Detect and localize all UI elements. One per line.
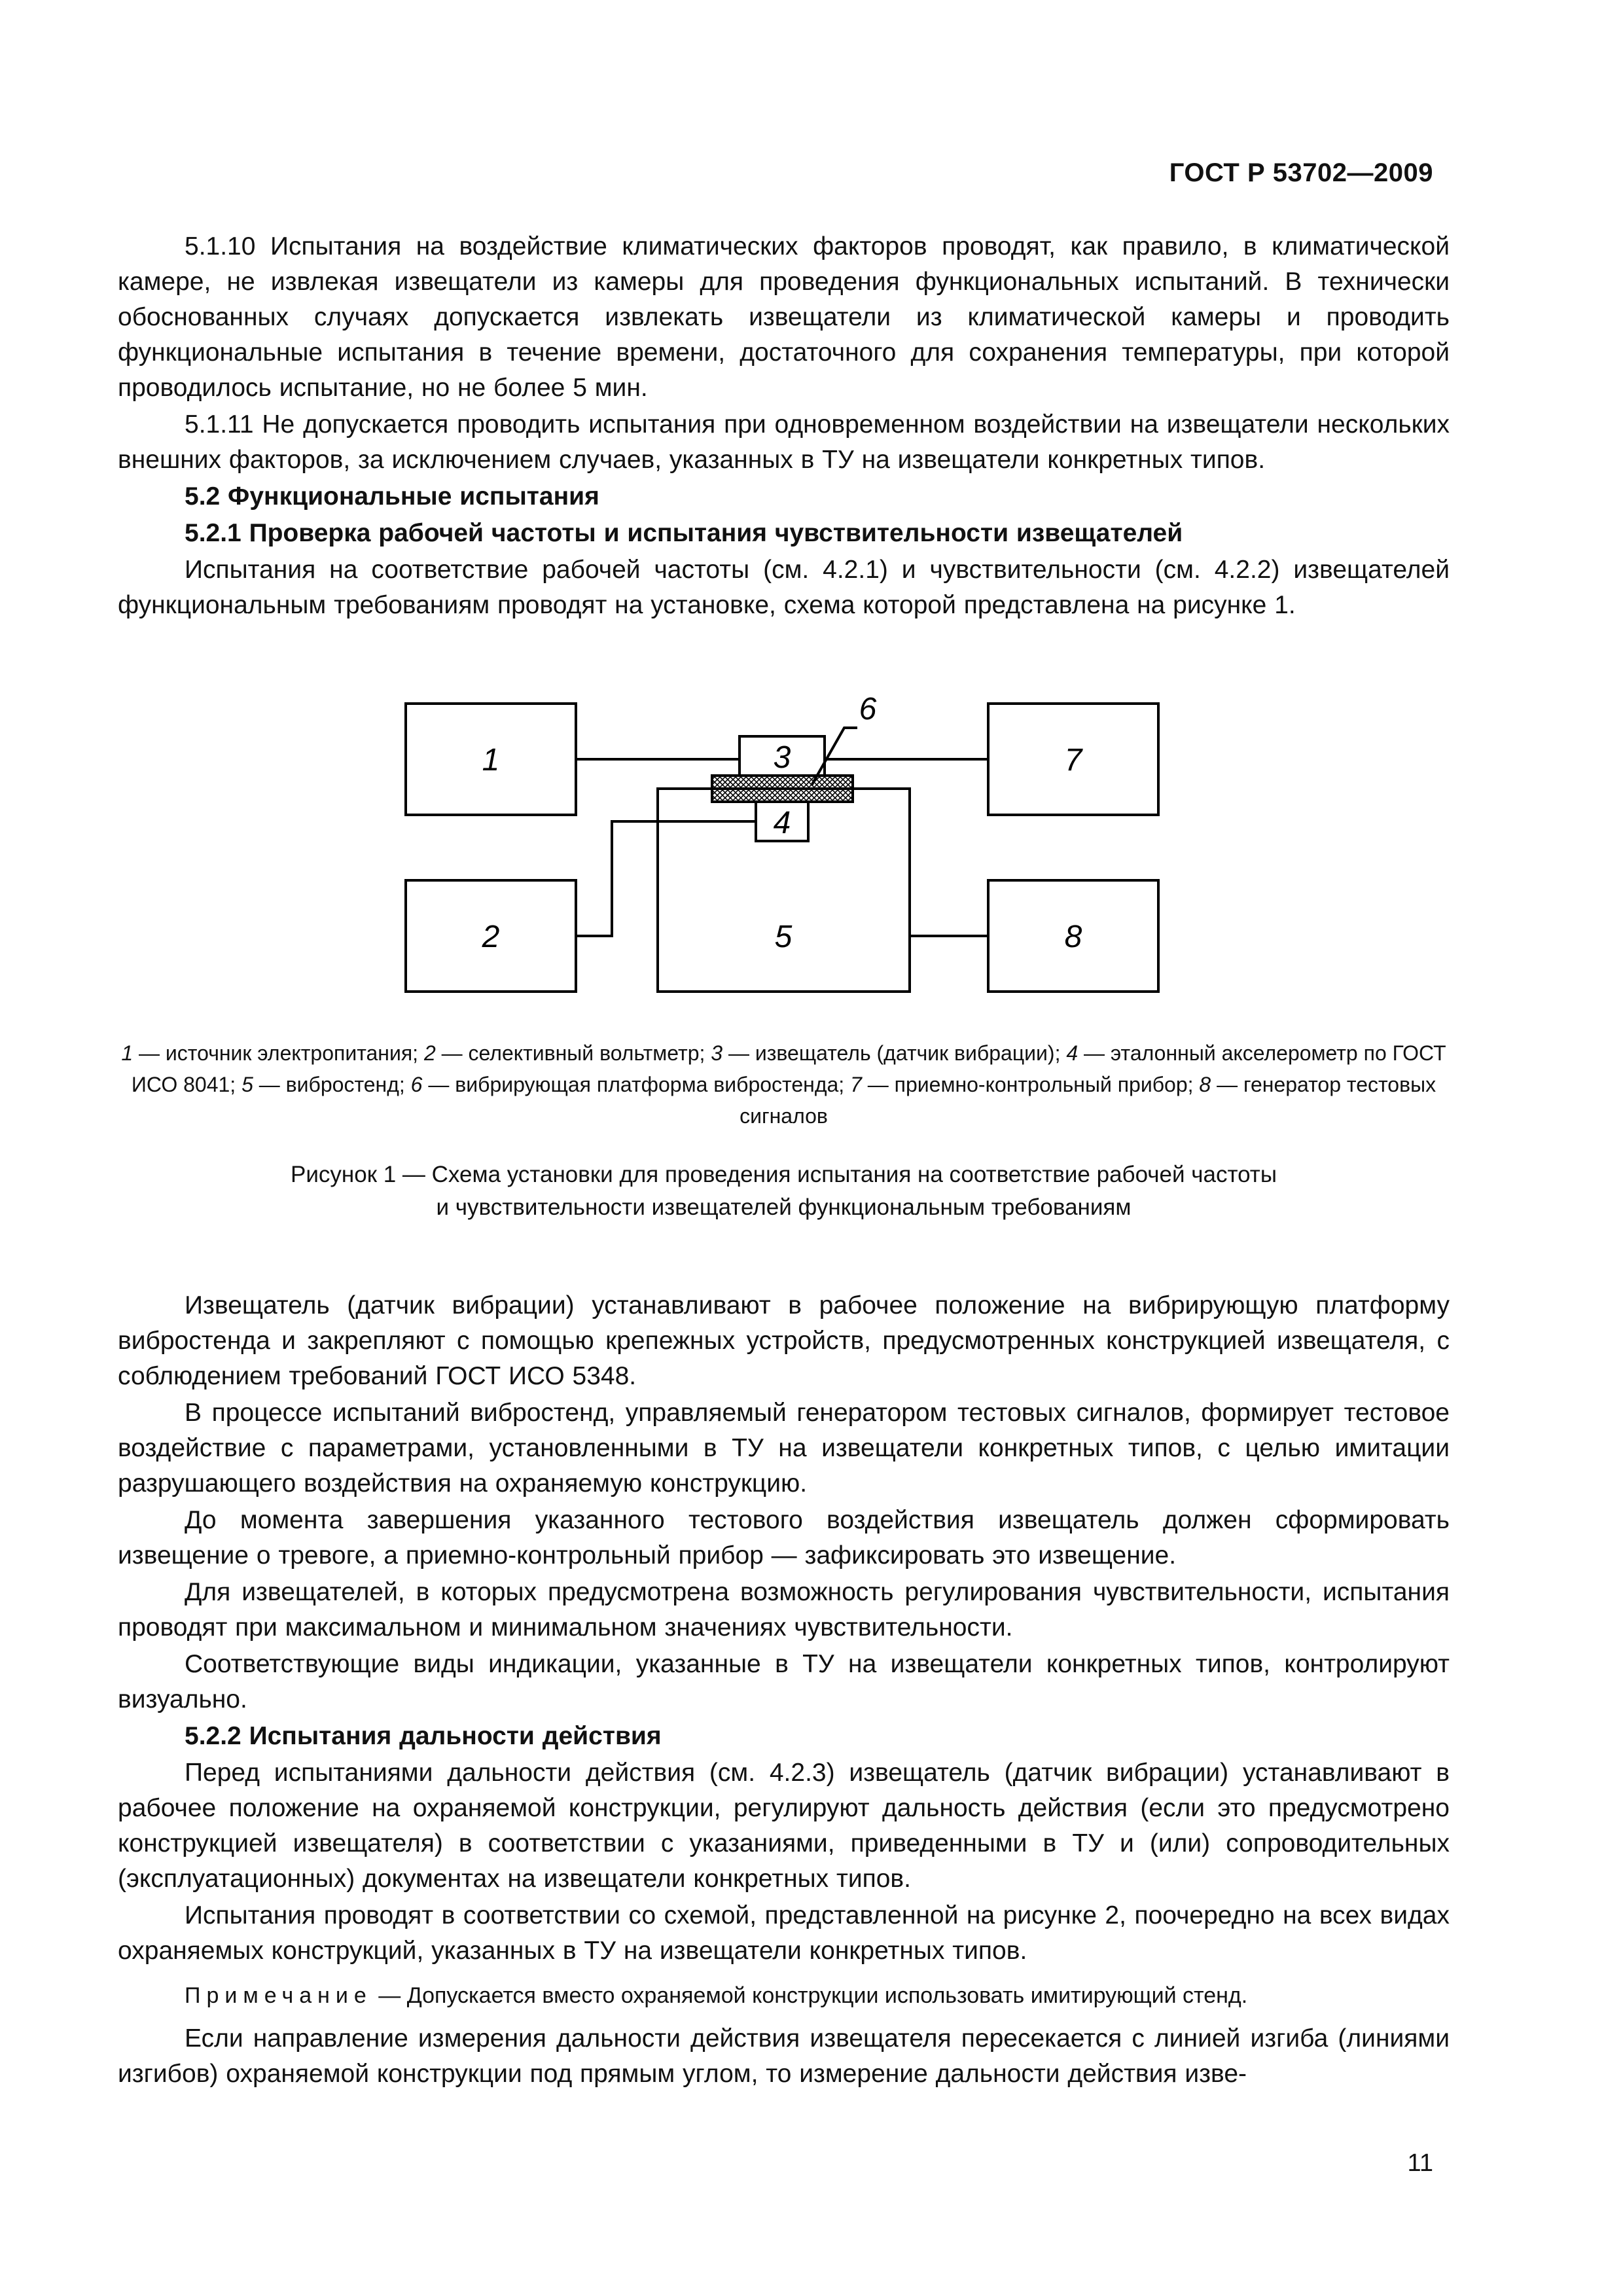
note-text: — Допускается вместо охраняемой конструкции использовать имитирующий стенд. [372,1983,1248,2008]
legend-num-1: 1 [121,1041,134,1065]
block-6-vibrating-platform [712,776,853,802]
label-5: 5 [774,920,793,954]
legend-num-4: 4 [1066,1041,1079,1065]
label-4: 4 [773,806,791,840]
lower-text-block [118,1288,1450,2093]
legend-num-2: 2 [423,1041,436,1065]
label-6: 6 [859,692,877,726]
paragraph-indication: Соответствующие виды индикации, указанные в ТУ на извещатели конкретных типов, контролируют визуально. [118,1650,1450,1713]
caption-line-2: и чувствительности извещателей функциональным требованиям [436,1194,1132,1220]
section-heading-5-2-2: 5.2.2 Испытания дальности действия [185,1722,662,1750]
paragraph-5-2-1: Испытания на соответствие рабочей частоты (см. 4.2.1) и чувствительности (см. 4.2.2) извещателей функциональным требованиям проводят на установке, схема которой представлена на рисунке 1. [118,556,1450,619]
note [118,1978,1450,2013]
legend-text-5: — вибростенд; [253,1073,411,1096]
note-label: Примечание [185,1983,372,2008]
section-heading-5-2: 5.2 Функциональные испытания [185,482,599,511]
legend-text-4: — эталонный акселерометр по ГОСТ ИСО 8041; [131,1041,1446,1096]
legend-text-8: — генератор тестовых сигналов [740,1073,1436,1128]
legend-num-3: 3 [711,1041,723,1065]
top-text-block [118,229,1450,624]
paragraph-sensitivity: Для извещателей, в которых предусмотрена возможность регулирования чувствительности, испытания проводят при максимальном и минимальном значениях чувствительности. [118,1578,1450,1641]
paragraph-last: Если направление измерения дальности действия извещателя пересекается с линией изгиба (линиями изгибов) охраняемой конструкции под прямым углом, то измерение дальности действия изве- [118,2024,1450,2088]
label-8: 8 [1064,920,1082,954]
caption-line-1: Рисунок 1 — Схема установки для проведения испытания на соответствие рабочей частоты [291,1162,1277,1187]
page-number: 11 [1407,2149,1433,2177]
legend-text-6: — вибрирующая платформа вибростенда; [422,1073,851,1096]
legend-text-1: — источник электропитания; [133,1041,424,1065]
legend-text-2: — селективный вольтметр; [435,1041,711,1065]
paragraph-5-1-10: 5.1.10 Испытания на воздействие климатических факторов проводят, как правило, в климатической камере, не извлекая извещатели из камеры для проведения функциональных испытаний. В технически обоснованных случаях допускается извлекать извещатели из климатической камеры и проводить функциональные испытания в течение времени, достаточного для сохранения температуры, при которой проводилось испытание, но не более 5 мин. [118,232,1450,402]
paragraph-test-process: В процессе испытаний вибростенд, управляемый генератором тестовых сигналов, формирует тестовое воздействие с параметрами, установленными в ТУ на извещатели конкретных типов, с целью имитации разрушающего воздействия на охраняемую конструкцию. [118,1399,1450,1498]
paragraph-5-2-2-scheme: Испытания проводят в соответствии со схемой, представленной на рисунке 2, поочередно на всех видах охраняемых конструкций, указанных в ТУ на извещатели конкретных типов. [118,1901,1450,1965]
legend-num-6: 6 [410,1073,423,1096]
label-3: 3 [773,740,791,775]
section-heading-5-2-1: 5.2.1 Проверка рабочей частоты и испытания чувствительности извещателей [185,519,1183,547]
legend-text-7: — приемно-контрольный прибор; [861,1073,1200,1096]
legend-num-7: 7 [850,1073,862,1096]
paragraph-installation: Извещатель (датчик вибрации) устанавливают в рабочее положение на вибрирующую платформу вибростенда и закрепляют с помощью крепежных устройств, предусмотренных конструкцией извещателя, с соблюдением требований ГОСТ ИСО 5348. [118,1291,1450,1390]
legend-text-3: — извещатель (датчик вибрации); [722,1041,1067,1065]
paragraph-5-2-2-range: Перед испытаниями дальности действия (см. 4.2.3) извещатель (датчик вибрации) устанавливают в рабочее положение на охраняемой конструкции, регулируют дальность действия (если это предусмотрено конструкцией извещателя) в соответствии с указаниями, приведенными в ТУ и (или) сопроводительных (эксплуатационных) документах на извещатели конкретных типов. [118,1759,1450,1893]
document-header: ГОСТ Р 53702—2009 [1169,158,1433,187]
figure-1-diagram [393,691,1217,1018]
paragraph-alarm: До момента завершения указанного тестового воздействия извещатель должен сформировать извещение о тревоге, а приемно-контрольный прибор — зафиксировать это извещение. [118,1506,1450,1570]
label-2: 2 [482,920,500,954]
figure-1-legend [118,1037,1450,1132]
paragraph-5-1-11: 5.1.11 Не допускается проводить испытания при одновременном воздействии на извещатели нескольких внешних факторов, за исключением случаев, указанных в ТУ на извещатели конкретных типов. [118,410,1450,474]
legend-num-8: 8 [1199,1073,1211,1096]
label-1: 1 [482,743,500,778]
figure-1-caption [118,1158,1450,1224]
legend-num-5: 5 [241,1073,253,1096]
label-7: 7 [1064,743,1082,778]
